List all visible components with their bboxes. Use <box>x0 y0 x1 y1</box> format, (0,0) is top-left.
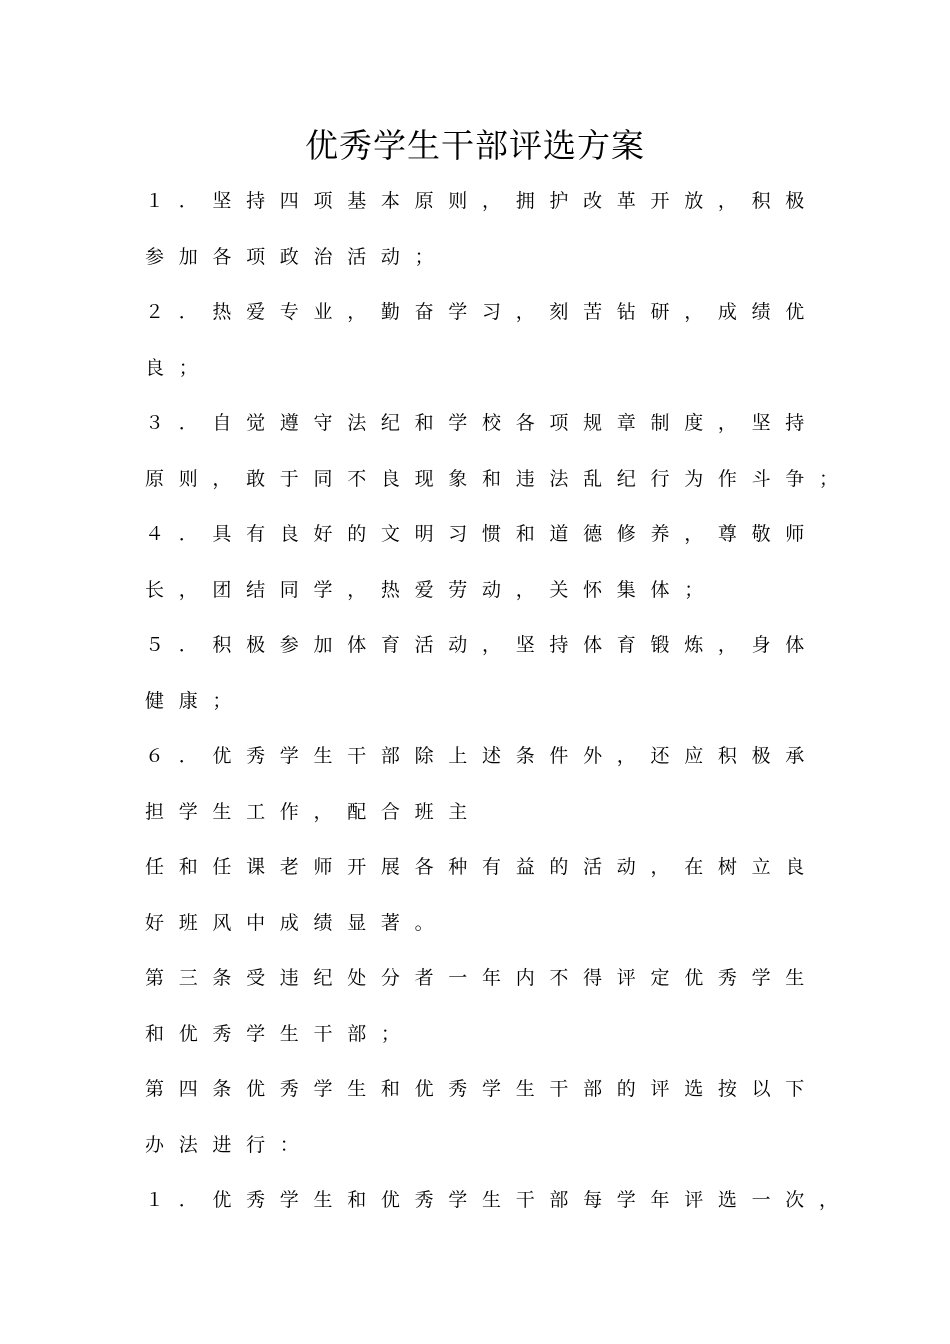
body-line: 健康； <box>145 689 247 712</box>
body-line: 良； <box>145 356 213 379</box>
body-line: ６．优秀学生干部除上述条件外，还应积极承 <box>145 745 820 767</box>
document-body <box>145 186 853 1241</box>
document-title: 优秀学生干部评选方案 <box>305 126 645 165</box>
body-line: 担学生工作，配合班主 <box>145 800 483 823</box>
body-line: 好班风中成绩显著。 <box>145 911 449 934</box>
body-line: ５．积极参加体育活动，坚持体育锻炼，身体 <box>145 634 820 656</box>
body-line: 和优秀学生干部； <box>145 1022 415 1045</box>
body-line: 第三条受违纪处分者一年内不得评定优秀学生 <box>145 967 820 989</box>
body-line: 长，团结同学，热爱劳动，关怀集体； <box>145 578 718 601</box>
body-line: 办法进行： <box>145 1133 314 1156</box>
body-line: １．优秀学生和优秀学生干部每学年评选一次， <box>145 1189 853 1211</box>
body-line: ４．具有良好的文明习惯和道德修养，尊敬师 <box>145 523 820 545</box>
body-line: ２．热爱专业，勤奋学习，刻苦钻研，成绩优 <box>145 301 820 323</box>
body-line: １．坚持四项基本原则，拥护改革开放，积极 <box>145 190 820 212</box>
body-line: 第四条优秀学生和优秀学生干部的评选按以下 <box>145 1078 820 1100</box>
body-line: 原则，敢于同不良现象和违法乱纪行为作斗争； <box>145 467 853 490</box>
body-line: 参加各项政治活动； <box>145 245 449 268</box>
body-line: 任和任课老师开展各种有益的活动，在树立良 <box>145 856 820 878</box>
body-line: ３．自觉遵守法纪和学校各项规章制度，坚持 <box>145 412 820 434</box>
